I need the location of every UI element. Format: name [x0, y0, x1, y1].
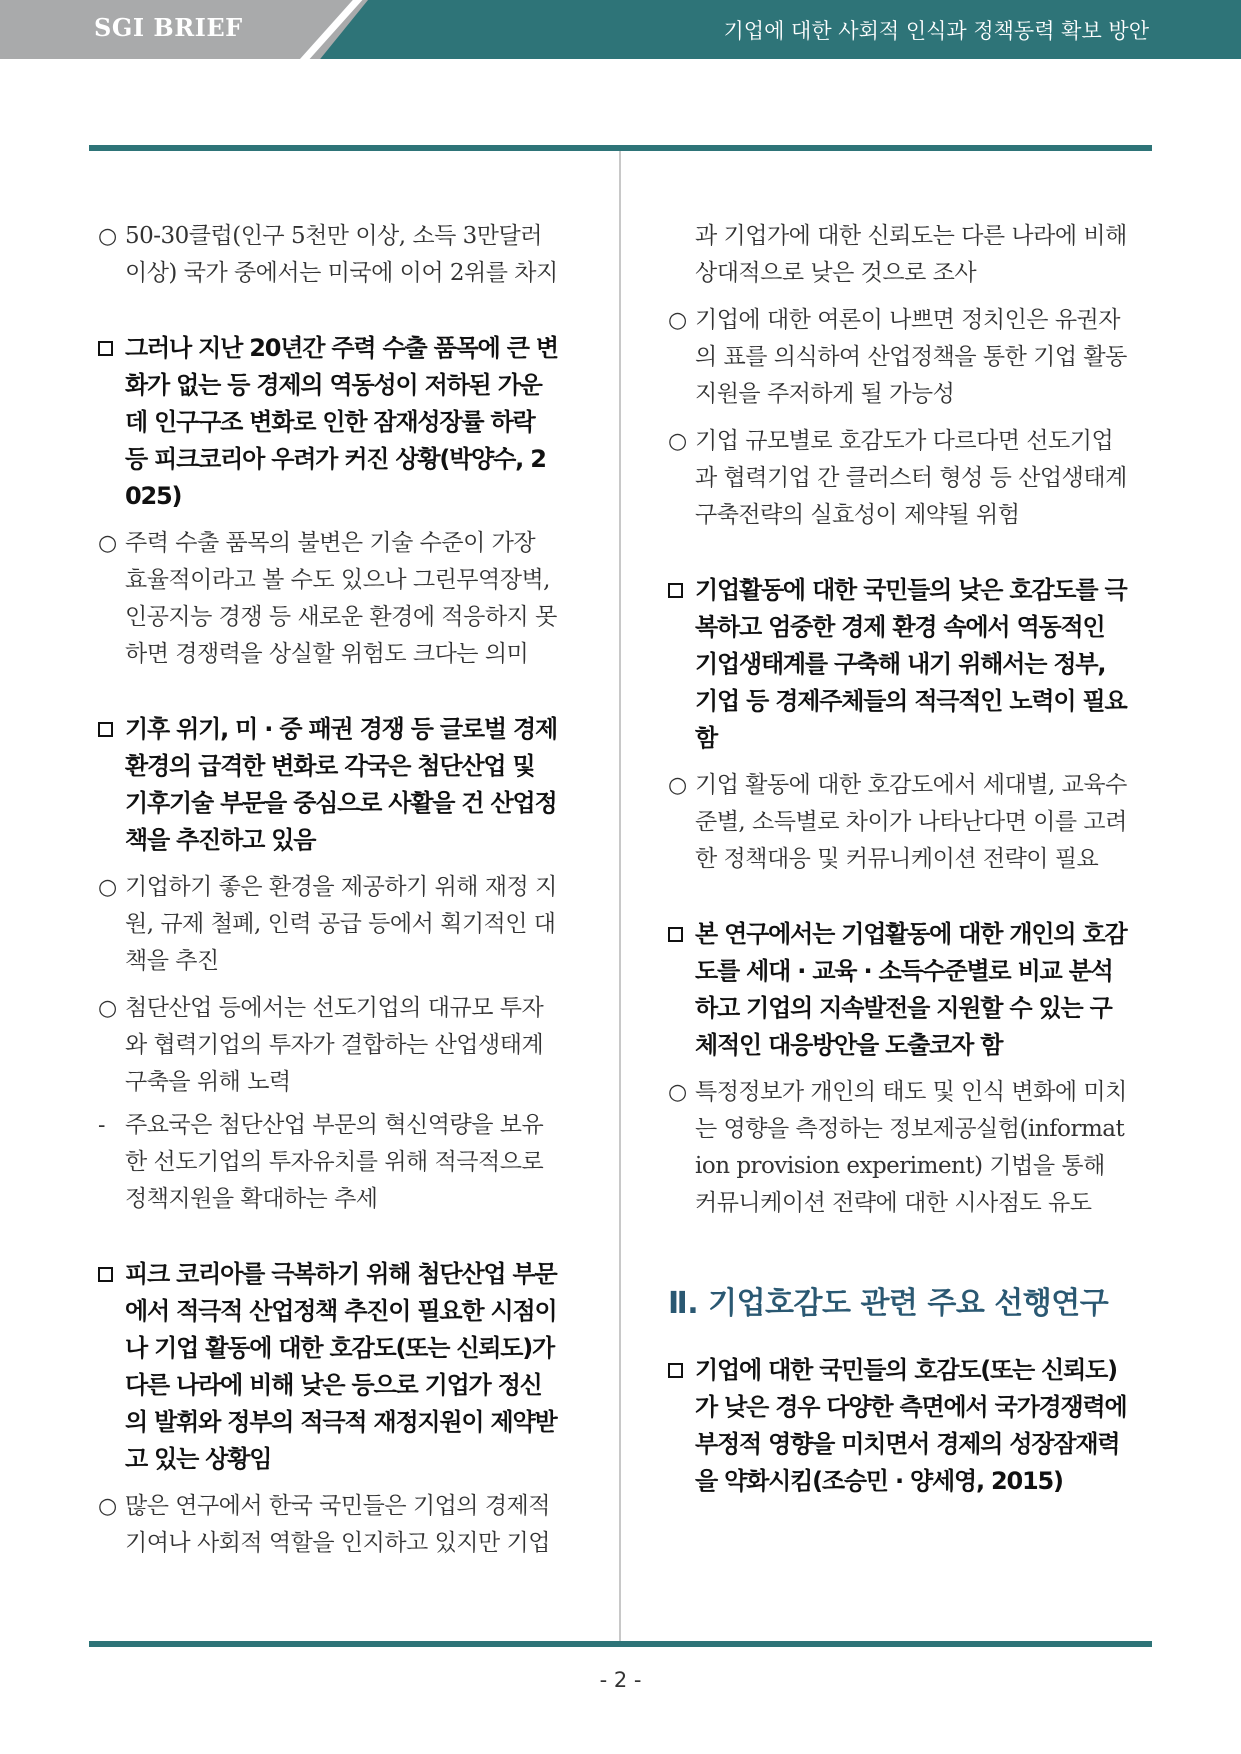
circle-bullet-item: ○ 기업 규모별로 호감도가 다르다면 선도기업과 협력기업 간 클러스터 형성 등 산업생태계 구축전략의 실효성이 제약될 위험 — [668, 423, 1128, 534]
section-heading: Ⅱ. 기업호감도 관련 주요 선행연구 — [668, 1286, 1109, 1321]
circle-bullet-item: ○ 기업 활동에 대한 호감도에서 세대별, 교육수준별, 소득별로 차이가 나타난다면 이를 고려한 정책대응 및 커뮤니케이션 전략이 필요 — [668, 767, 1128, 878]
circle-bullet-item: ○ 특정정보가 개인의 태도 및 인식 변화에 미치는 영향을 측정하는 정보제공실험(information provision experiment) 기법을 통해 커뮤니케이션 전략에 대한 시사점도 유도 — [668, 1074, 1128, 1222]
circle-bullet-continuation: 과 기업가에 대한 신뢰도는 다른 나라에 비해 상대적으로 낮은 것으로 조사 — [695, 223, 1127, 286]
right-column — [668, 218, 1128, 1500]
dash-bullet-icon: - — [98, 1113, 105, 1138]
circle-bullet-icon: ○ — [668, 773, 687, 798]
bottom-rule — [89, 1641, 1152, 1647]
square-bullet-icon — [668, 583, 683, 598]
left-column — [98, 218, 558, 1562]
circle-bullet-item: ○ 주력 수출 품목의 불변은 기술 수준이 가장 효율적이라고 볼 수도 있으나 그린무역장벽, 인공지능 경쟁 등 새로운 환경에 적응하지 못하면 경쟁력을 상실할 위험도 크다는 의미 — [98, 525, 558, 673]
circle-bullet-icon: ○ — [98, 875, 117, 900]
box-bullet-item: 기후 위기, 미 · 중 패권 경쟁 등 글로벌 경제환경의 급격한 변화로 각국은 첨단산업 및 기후기술 부문을 중심으로 사활을 건 산업정책을 추진하고 있음 — [98, 711, 558, 859]
circle-bullet-item: ○ 기업하기 좋은 환경을 제공하기 위해 재정 지원, 규제 철폐, 인력 공급 등에서 획기적인 대책을 추진 — [98, 869, 558, 980]
square-bullet-icon — [98, 341, 113, 356]
circle-bullet-icon: ○ — [98, 1494, 117, 1519]
box-bullet-item: 본 연구에서는 기업활동에 대한 개인의 호감도를 세대 · 교육 · 소득수준별로 비교 분석하고 기업의 지속발전을 지원할 수 있는 구체적인 대응방안을 도출코자 함 — [668, 916, 1128, 1064]
dash-bullet-item: - 주요국은 첨단산업 부문의 혁신역량을 보유한 선도기업의 투자유치를 위해 적극적으로 정책지원을 확대하는 추세 — [98, 1107, 558, 1218]
box-bullet-item: 피크 코리아를 극복하기 위해 첨단산업 부문에서 적극적 산업정책 추진이 필요한 시점이나 기업 활동에 대한 호감도(또는 신뢰도)가 다른 나라에 비해 낮은 등으로 기업가 정신의 발휘와 정부의 적극적 재정지원이 제약받고 있는 상황임 — [98, 1256, 558, 1478]
circle-bullet-item: ○ 많은 연구에서 한국 국민들은 기업의 경제적 기여나 사회적 역할을 인지하고 있지만 기업 — [98, 1488, 558, 1562]
box-bullet-item: 기업활동에 대한 국민들의 낮은 호감도를 극복하고 엄중한 경제 환경 속에서 역동적인 기업생태계를 구축해 내기 위해서는 정부, 기업 등 경제주체들의 적극적인 노력이 필요함 — [668, 572, 1128, 757]
box-bullet-item: 그러나 지난 20년간 주력 수출 품목에 큰 변화가 없는 등 경제의 역동성이 저하된 가운데 인구구조 변화로 인한 잠재성장률 하락 등 피크코리아 우려가 커진 상황(박양수, 2025) — [98, 330, 558, 515]
circle-bullet-icon: ○ — [668, 1080, 687, 1105]
page-number: - 2 - — [599, 1668, 642, 1692]
square-bullet-icon — [98, 1267, 113, 1282]
circle-bullet-icon: ○ — [98, 996, 117, 1021]
circle-bullet-item: ○ 50-30클럽(인구 5천만 이상, 소득 3만달러 이상) 국가 중에서는 미국에 이어 2위를 차지 — [98, 218, 558, 292]
brand-label: SGI BRIEF — [94, 13, 243, 42]
circle-bullet-item: ○ 기업에 대한 여론이 나쁘면 정치인은 유권자의 표를 의식하여 산업정책을 통한 기업 활동 지원을 주저하게 될 가능성 — [668, 302, 1128, 413]
circle-bullet-icon: ○ — [98, 224, 117, 249]
circle-bullet-icon: ○ — [98, 531, 117, 556]
square-bullet-icon — [98, 722, 113, 737]
square-bullet-icon — [668, 927, 683, 942]
square-bullet-icon — [668, 1363, 683, 1378]
circle-bullet-item: ○ 첨단산업 등에서는 선도기업의 대규모 투자와 협력기업의 투자가 결합하는 산업생태계 구축을 위해 노력 — [98, 990, 558, 1101]
document-title: 기업에 대한 사회적 인식과 정책동력 확보 방안 — [723, 19, 1149, 43]
box-bullet-item: 기업에 대한 국민들의 호감도(또는 신뢰도)가 낮은 경우 다양한 측면에서 국가경쟁력에 부정적 영향을 미치면서 경제의 성장잠재력을 약화시킴(조승민 · 양세영, 2015) — [668, 1352, 1128, 1500]
column-divider — [619, 151, 621, 1641]
circle-bullet-icon: ○ — [668, 429, 687, 454]
circle-bullet-icon: ○ — [668, 308, 687, 333]
